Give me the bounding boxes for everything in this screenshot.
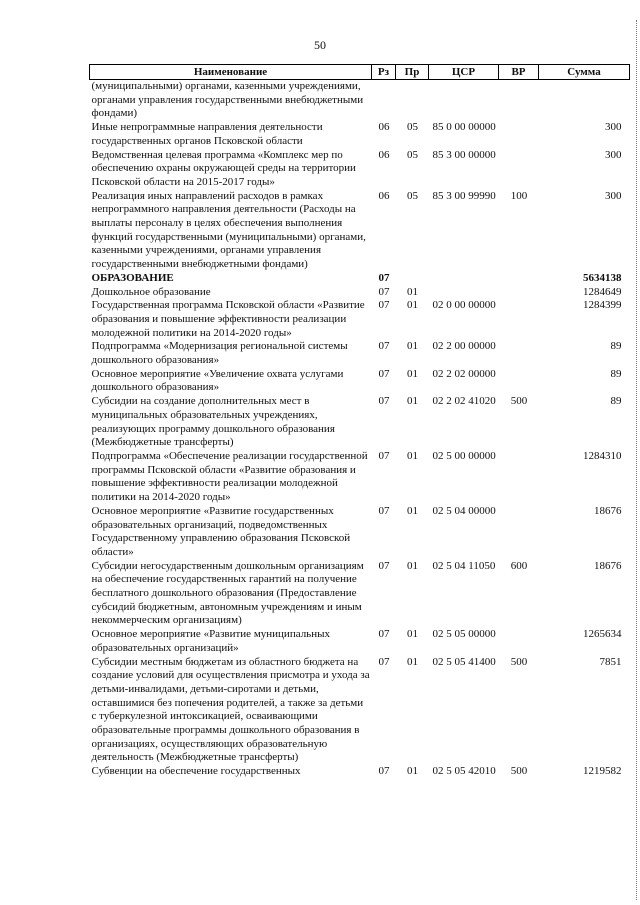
header-csr: ЦСР [429, 65, 499, 80]
cell-rz: 07 [378, 449, 390, 462]
cell-rz: 07 [378, 271, 390, 284]
cell-rz: 07 [378, 299, 390, 312]
cell-name: Основное мероприятие «Развитие муниципальных образовательных организаций» [91, 628, 330, 654]
cell-csr: 02 5 00 00000 [432, 449, 496, 462]
cell-sum: 18676 [594, 504, 622, 517]
cell-sum: 300 [605, 121, 622, 134]
cell-pr: 01 [407, 504, 418, 517]
cell-sum: 300 [605, 189, 622, 202]
cell-rz: 07 [378, 285, 390, 298]
cell-pr [396, 80, 429, 122]
cell-name: Субвенции на обеспечение государственных [91, 765, 301, 778]
table-row [90, 286, 630, 300]
cell-vr: 500 [510, 765, 528, 778]
cell-sum: 1219582 [583, 765, 622, 778]
cell-csr: 02 5 04 00000 [432, 504, 496, 517]
cell-pr: 01 [407, 449, 418, 462]
cell-sum [539, 80, 630, 122]
cell-sum: 1284310 [583, 449, 622, 462]
cell-sum: 18676 [594, 559, 622, 572]
table-row [90, 272, 630, 286]
cell-name: Подпрограмма «Обеспечение реализации государственной программы Псковской области «Развитие образования и повышение эффективности реализации молодежной политики на 2014-2020 годы» [91, 449, 368, 504]
cell-csr [429, 286, 499, 300]
cell-vr [499, 628, 539, 655]
table-row [90, 505, 630, 560]
cell-name: Государственная программа Псковской области «Развитие образования и повышение эффективности реализации молодежной политики на 2014-2020 годы» [91, 299, 365, 339]
cell-vr [499, 368, 539, 395]
table-row [90, 190, 630, 272]
cell-csr: 02 2 02 41020 [432, 395, 496, 408]
cell-vr [499, 272, 539, 286]
table-row [90, 450, 630, 505]
cell-name: Иные непрограммные направления деятельности государственных органов Псковской области [91, 121, 323, 147]
cell-name: Реализация иных направлений расходов в рамках непрограммного направления деятельности (Расходы на выплаты персоналу в целях обеспечения выполнения функций государственными (муниципальными) органами, казенными учреждениями, органами управления государственными внебюджетными фондами) [91, 189, 366, 271]
table-row [90, 340, 630, 367]
cell-vr [499, 505, 539, 560]
cell-rz: 07 [378, 340, 390, 353]
cell-rz: 07 [378, 628, 390, 641]
cell-pr: 01 [407, 655, 418, 668]
table-body [90, 80, 630, 779]
cell-pr: 01 [407, 395, 418, 408]
cell-name: Субсидии на создание дополнительных мест в муниципальных образовательных учреждениях, реализующих программу дошкольного образования (Межбюджетные трансферты) [91, 395, 335, 449]
cell-csr [429, 80, 499, 122]
header-rz: Рз [372, 65, 396, 80]
page-number: 50 [314, 38, 326, 52]
cell-name: Субсидии негосударственным дошкольным организациям на обеспечение государственных гарантий на получение бесплатного дошкольного образования (Предоставление субсидий бюджетным, автономным учреждениям и иным некоммерческим организациям) [91, 559, 364, 627]
cell-pr: 05 [407, 148, 418, 161]
cell-vr [499, 450, 539, 505]
cell-name: Субсидии местным бюджетам из областного бюджета на создание условий для осуществления присмотра и ухода за детьми-инвалидами, детьми-сиротами и детьми, оставшимися без попечения родителей, а также за детьми с туберкулезной интоксикацией, осваивающими образовательные программы дошкольного образования в организациях, осуществляющих образовательную деятельность (Межбюджетные трансферты) [91, 655, 370, 764]
table-row [90, 560, 630, 629]
cell-pr: 01 [407, 299, 418, 312]
cell-csr: 02 5 04 11050 [432, 559, 496, 572]
cell-rz: 07 [378, 765, 390, 778]
table-row [90, 149, 630, 190]
header-pr: Пр [396, 65, 429, 80]
cell-pr: 01 [407, 285, 418, 298]
header-vr: ВР [499, 65, 539, 80]
cell-rz: 06 [378, 189, 390, 202]
cell-rz: 07 [378, 559, 390, 572]
cell-pr: 01 [407, 367, 418, 380]
cell-vr: 600 [510, 559, 528, 572]
cell-name: Ведомственная целевая программа «Комплекс мер по обеспечению охраны окружающей среды на территории Псковской области на 2015-2017 годы» [91, 148, 356, 188]
cell-name: Подпрограмма «Модернизация региональной системы дошкольного образования» [91, 340, 348, 367]
cell-pr: 01 [407, 765, 418, 778]
cell-name: Основное мероприятие «Увеличение охвата услугами дошкольного образования» [91, 367, 344, 394]
cell-vr [499, 286, 539, 300]
header-sum: Сумма [539, 65, 630, 80]
cell-csr: 02 2 02 00000 [432, 367, 496, 380]
cell-vr [499, 80, 539, 122]
table-row [90, 368, 630, 395]
cell-pr: 01 [407, 559, 418, 572]
cell-vr [499, 299, 539, 340]
cell-sum: 300 [605, 148, 622, 161]
cell-csr: 85 3 00 99990 [432, 189, 496, 202]
cell-rz: 07 [378, 395, 390, 408]
cell-csr: 02 5 05 41400 [432, 655, 496, 668]
cell-csr: 02 5 05 00000 [432, 628, 496, 641]
cell-rz: 07 [378, 504, 390, 517]
table-row [90, 121, 630, 148]
cell-vr: 100 [510, 189, 528, 202]
cell-rz: 07 [378, 367, 390, 380]
cell-name: (муниципальными) органами, казенными учреждениями, органами управления государственными внебюджетными фондами) [91, 80, 364, 120]
cell-sum: 89 [610, 367, 622, 380]
cell-rz: 07 [378, 655, 390, 668]
table-row [90, 299, 630, 340]
cell-rz: 06 [378, 148, 390, 161]
cell-sum: 89 [610, 340, 622, 353]
cell-vr: 500 [510, 655, 528, 668]
table-row [90, 395, 630, 450]
scan-edge-line [635, 20, 637, 900]
cell-csr: 02 0 00 00000 [432, 299, 496, 312]
table-row [90, 628, 630, 655]
table-row [90, 656, 630, 766]
cell-sum: 89 [610, 395, 622, 408]
table-row [90, 80, 630, 122]
cell-csr: 85 3 00 00000 [432, 148, 496, 161]
table-row [90, 765, 630, 779]
cell-pr [396, 272, 429, 286]
cell-name: Основное мероприятие «Развитие государственных образовательных организаций, подведомственных Государственному управлению образования Псковской области» [91, 504, 351, 558]
cell-pr: 05 [407, 121, 418, 134]
header-name: Наименование [90, 65, 372, 80]
cell-name: Дошкольное образование [91, 285, 211, 298]
cell-rz: 06 [378, 121, 390, 134]
cell-sum: 1284399 [583, 299, 622, 312]
cell-pr: 01 [407, 628, 418, 641]
cell-vr [499, 149, 539, 190]
cell-name: ОБРАЗОВАНИЕ [91, 271, 174, 284]
cell-sum: 1265634 [583, 628, 622, 641]
cell-csr [429, 272, 499, 286]
budget-table [89, 64, 630, 779]
cell-csr: 02 2 00 00000 [432, 340, 496, 353]
cell-sum: 7851 [599, 655, 622, 668]
cell-csr: 85 0 00 00000 [432, 121, 496, 134]
cell-vr [499, 340, 539, 367]
cell-rz [372, 80, 396, 122]
cell-vr: 500 [510, 395, 528, 408]
cell-vr [499, 121, 539, 148]
cell-pr: 01 [407, 340, 418, 353]
cell-sum: 1284649 [583, 285, 622, 298]
table-header-row [90, 65, 630, 80]
cell-csr: 02 5 05 42010 [432, 765, 496, 778]
cell-pr: 05 [407, 189, 418, 202]
cell-sum: 5634138 [583, 271, 622, 284]
